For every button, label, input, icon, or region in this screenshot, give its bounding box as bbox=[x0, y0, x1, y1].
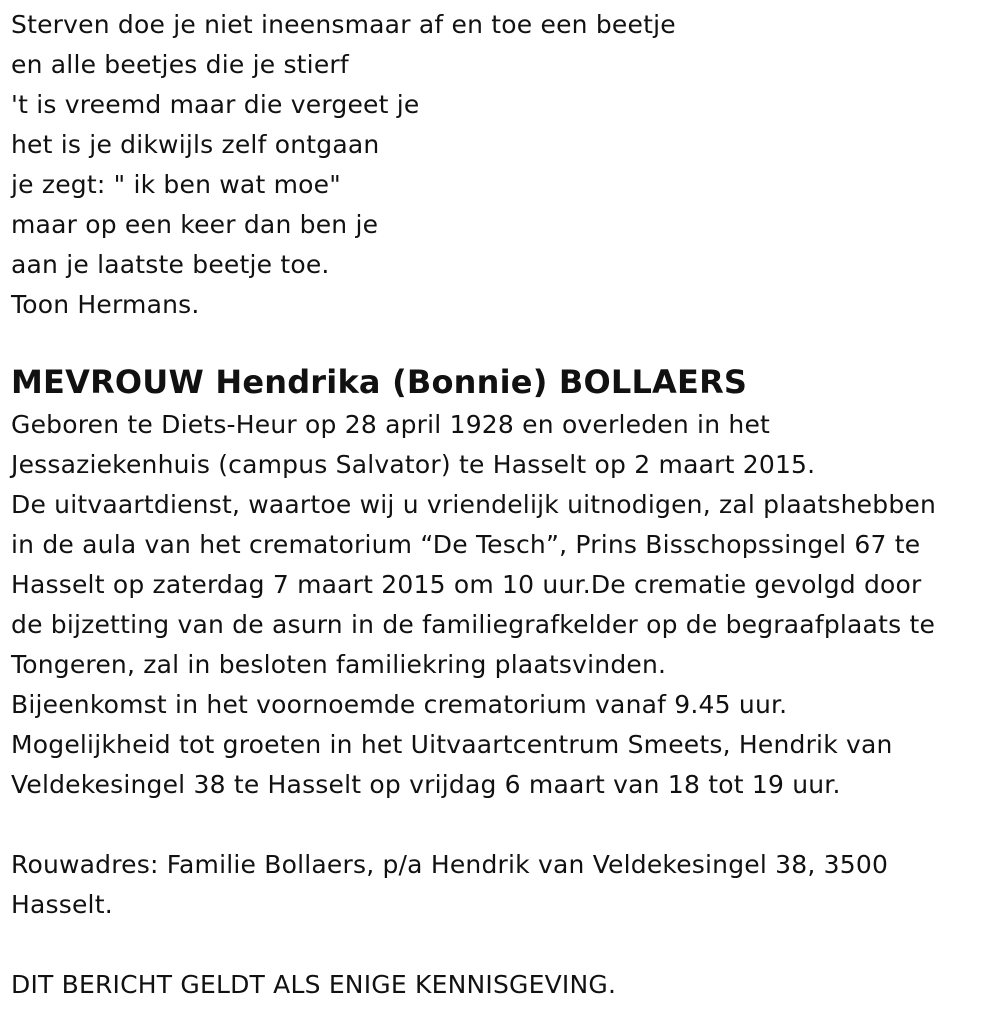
poem-author: Toon Hermans. bbox=[11, 290, 200, 319]
spacer bbox=[11, 325, 996, 359]
body-line: Bijeenkomst in het voornoemde crematorium vanaf 9.45 uur. bbox=[11, 690, 788, 719]
poem-line: Sterven doe je niet ineensmaar af en toe een beetje bbox=[11, 10, 676, 39]
deceased-name-heading: MEVROUW Hendrika (Bonnie) BOLLAERS bbox=[11, 363, 748, 401]
poem-line: en alle beetjes die je stierf bbox=[11, 50, 349, 79]
body-line: in de aula van het crematorium “De Tesch”, Prins Bisschopssingel 67 te bbox=[11, 530, 921, 559]
poem-line: maar op een keer dan ben je bbox=[11, 210, 379, 239]
body-line: Geboren te Diets-Heur op 28 april 1928 en overleden in het bbox=[11, 410, 771, 439]
body-line: de bijzetting van de asurn in de familiegrafkelder op de begraafplaats te bbox=[11, 610, 936, 639]
body-line: Mogelijkheid tot groeten in het Uitvaartcentrum Smeets, Hendrik van bbox=[11, 730, 893, 759]
notice-body bbox=[11, 405, 996, 805]
body-line: Jessaziekenhuis (campus Salvator) te Hasselt op 2 maart 2015. bbox=[11, 450, 816, 479]
spacer bbox=[11, 925, 996, 965]
closing-statement: DIT BERICHT GELDT ALS ENIGE KENNISGEVING. bbox=[11, 970, 617, 999]
address-line: Rouwadres: Familie Bollaers, p/a Hendrik van Veldekesingel 38, 3500 bbox=[11, 850, 889, 879]
body-line: Tongeren, zal in besloten familiekring plaatsvinden. bbox=[11, 650, 667, 679]
poem bbox=[11, 5, 996, 325]
body-line: De uitvaartdienst, waartoe wij u vriendelijk uitnodigen, zal plaatshebben bbox=[11, 490, 937, 519]
poem-line: aan je laatste beetje toe. bbox=[11, 250, 330, 279]
address-line: Hasselt. bbox=[11, 890, 113, 919]
spacer bbox=[11, 805, 996, 845]
poem-line: 't is vreemd maar die vergeet je bbox=[11, 90, 420, 119]
body-line: Veldekesingel 38 te Hasselt op vrijdag 6 maart van 18 tot 19 uur. bbox=[11, 770, 841, 799]
body-line: Hasselt op zaterdag 7 maart 2015 om 10 uur.De crematie gevolgd door bbox=[11, 570, 922, 599]
obituary-document bbox=[11, 5, 996, 1005]
poem-line: je zegt: " ik ben wat moe" bbox=[11, 170, 341, 199]
poem-line: het is je dikwijls zelf ontgaan bbox=[11, 130, 380, 159]
mourning-address bbox=[11, 845, 996, 925]
